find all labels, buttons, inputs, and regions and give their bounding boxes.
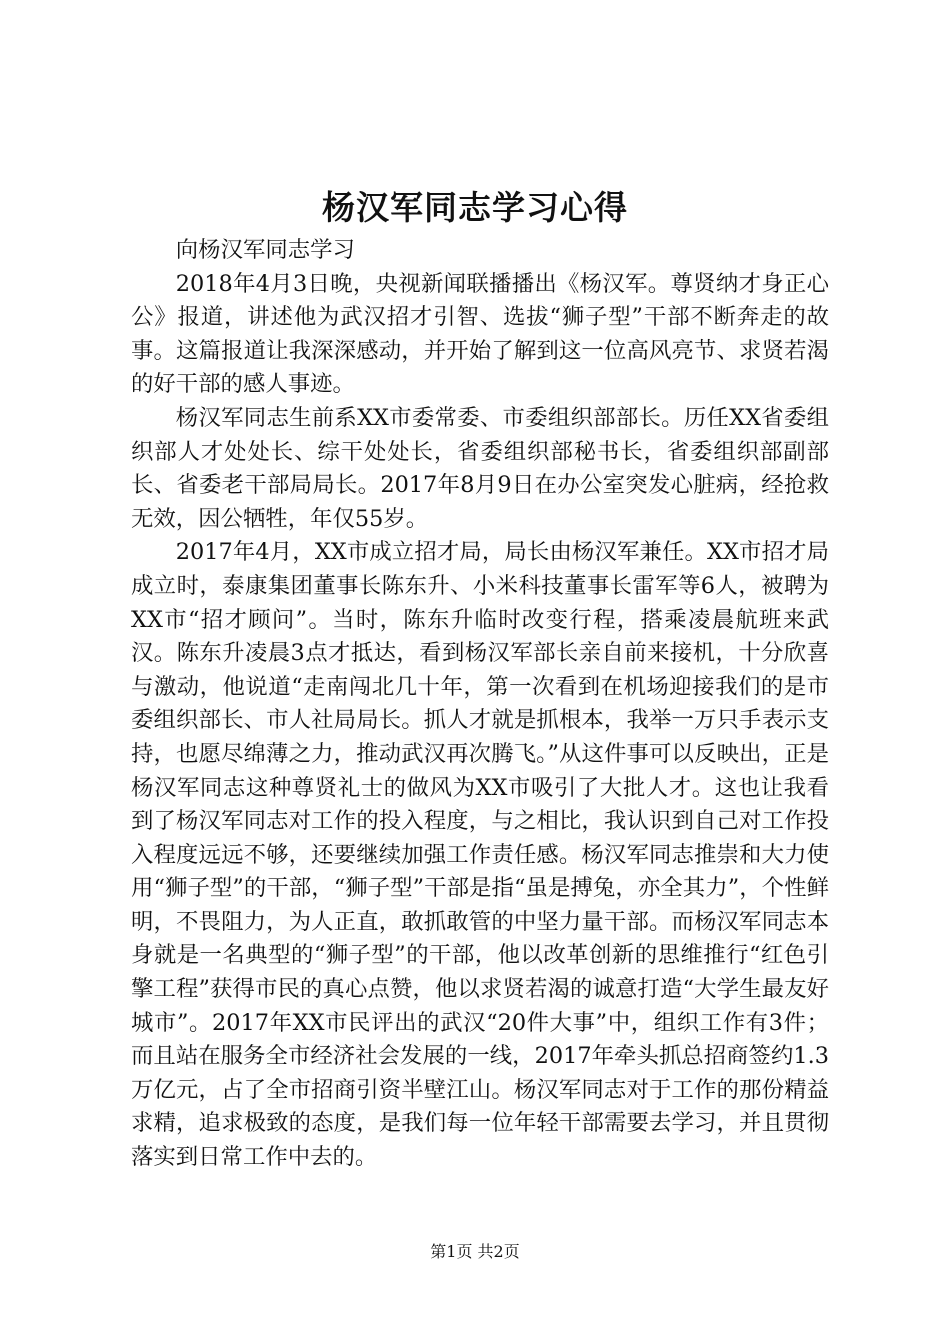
- paragraph-heading: 向杨汉军同志学习: [175, 237, 355, 263]
- paragraph: 杨汉军同志生前系XX市委常委、市委组织部部长。历任XX省委组织部人才处处长、综干处处长，省委组织部秘书长，省委组织部副部长、省委老干部局局长。2017年8月9日在办公室突发心脏病，经抢救无效，因公牺牲，年仅55岁。: [131, 404, 829, 532]
- paragraph: 2018年4月3日晚，央视新闻联播播出《杨汉军。尊贤纳才身正心公》报道，讲述他为武汉招才引智、选拔“狮子型”干部不断奔走的故事。这篇报道让我深深感动，并开始了解到这一位高风亮节、求贤若渴的好干部的感人事迹。: [131, 270, 829, 398]
- page-footer: 第1页 共2页: [430, 1242, 520, 1261]
- document-title: 杨汉军同志学习心得: [322, 188, 628, 227]
- document-body: [131, 234, 829, 1175]
- paragraph: 2017年4月，XX市成立招才局，局长由杨汉军兼任。XX市招才局成立时，泰康集团董事长陈东升、小米科技董事长雷军等6人，被聘为XX市“招才顾问”。当时，陈东升临时改变行程，搭乘凌晨航班来武汉。陈东升凌晨3点才抵达，看到杨汉军部长亲自前来接机，十分欣喜与激动，他说道“走南闯北几十年，第一次看到在机场迎接我们的是市委组织部长、市人社局局长。抓人才就是抓根本，我举一万只手表示支持，也愿尽绵薄之力，推动武汉再次腾飞。”从这件事可以反映出，正是杨汉军同志这种尊贤礼士的做风为XX市吸引了大批人才。这也让我看到了杨汉军同志对工作的投入程度，与之相比，我认识到自己对工作投入程度远远不够，还要继续加强工作责任感。杨汉军同志推崇和大力使用“狮子型”的干部，“狮子型”干部是指“虽是搏兔，亦全其力”，个性鲜明，不畏阻力，为人正直，敢抓敢管的中坚力量干部。而杨汉军同志本身就是一名典型的“狮子型”的干部，他以改革创新的思维推行“红色引擎工程”获得市民的真心点赞，他以求贤若渴的诚意打造“大学生最友好城市”。2017年XX市民评出的武汉“20件大事”中，组织工作有3件；而且站在服务全市经济社会发展的一线，2017年牵头抓总招商签约1.3万亿元，占了全市招商引资半壁江山。杨汉军同志对于工作的那份精益求精，追求极致的态度，是我们每一位年轻干部需要去学习，并且贯彻落实到日常工作中去的。: [131, 539, 829, 1171]
